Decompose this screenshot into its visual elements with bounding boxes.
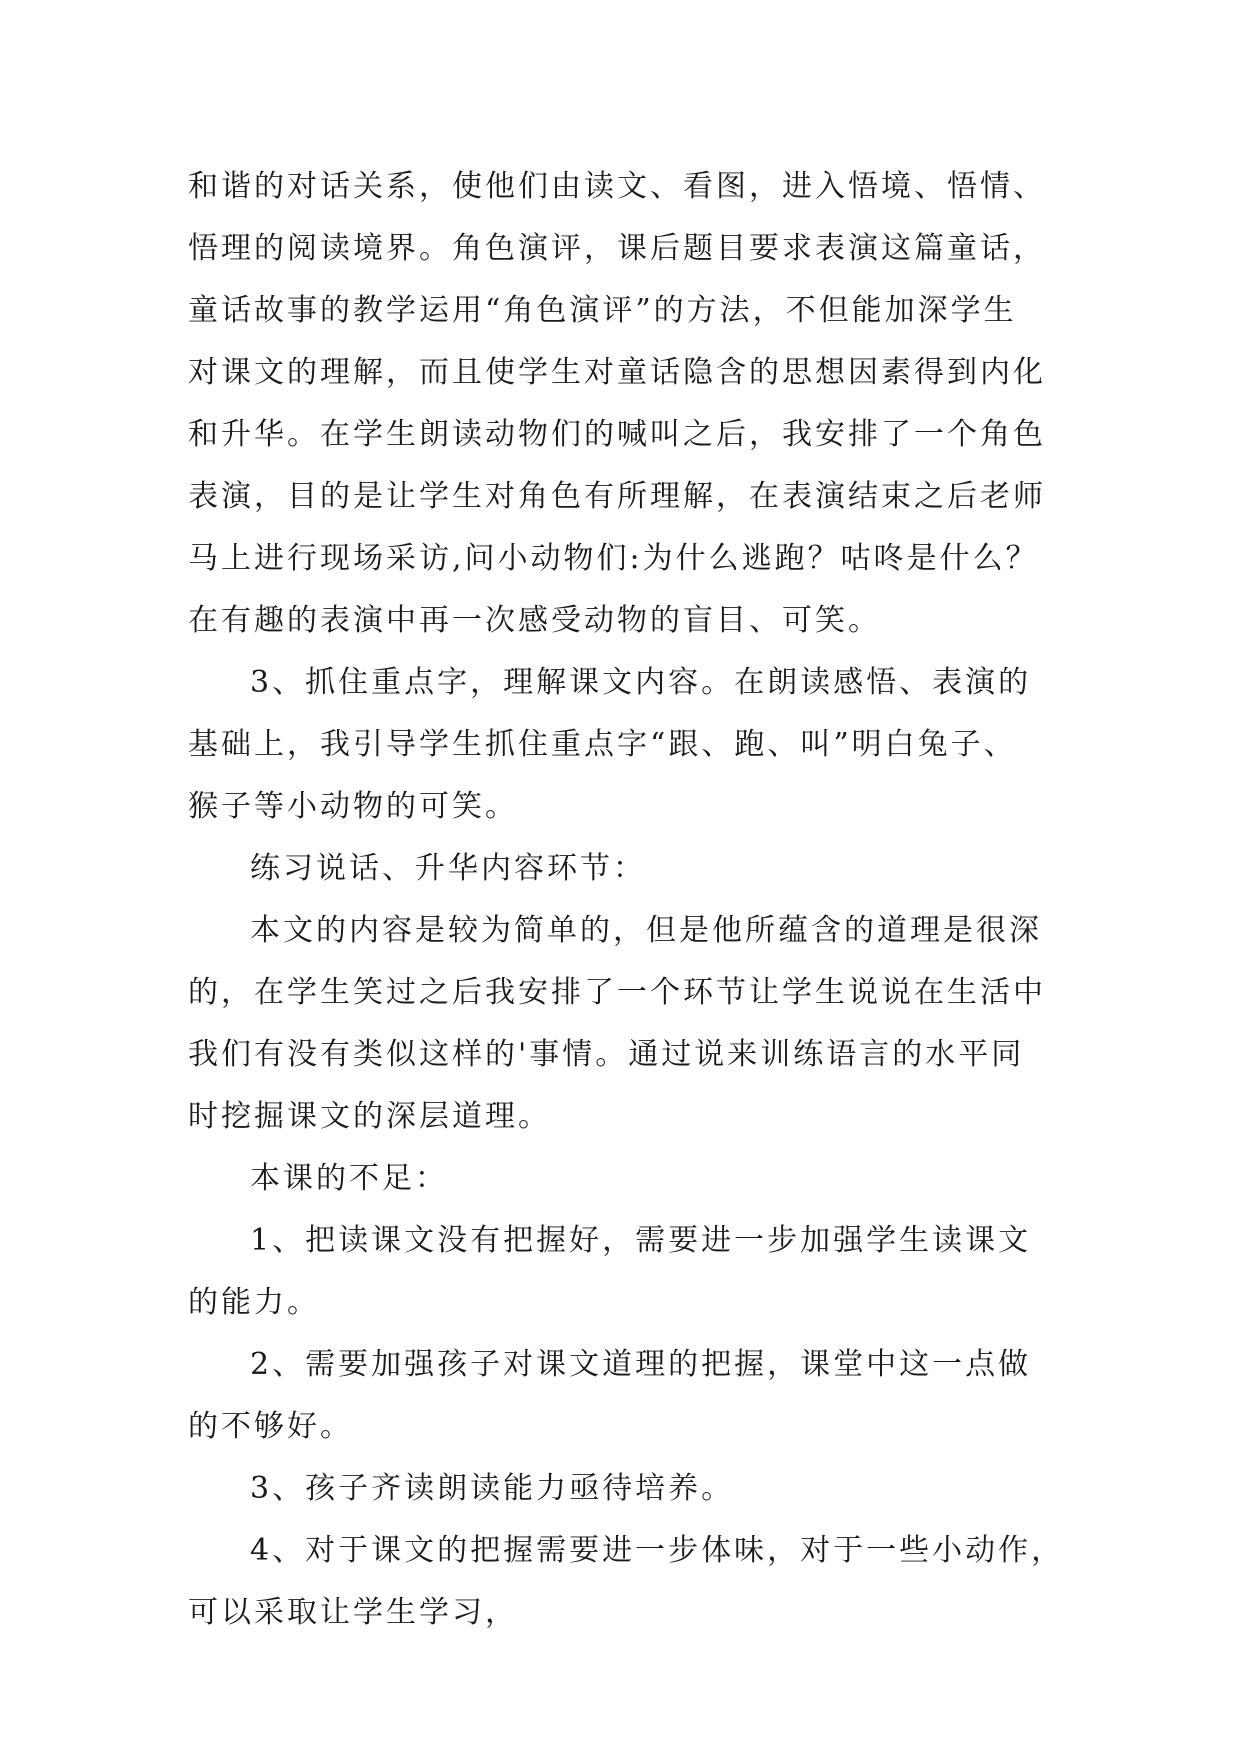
paragraph-shortcomings-heading bbox=[188, 1148, 1068, 1210]
text-line: 本课的不足： bbox=[250, 1161, 448, 1196]
text-line: 基础上，我引导学生抓住重点字“跟、跑、叫”明白兔子、 bbox=[188, 727, 1017, 762]
text-line: 4、对于课文的把握需要进一步体味，对于一些小动作， bbox=[250, 1533, 1065, 1568]
text-line: 悟理的阅读境界。角色演评，课后题目要求表演这篇童话， bbox=[188, 231, 1046, 266]
text-line: 的不够好。 bbox=[188, 1409, 353, 1444]
text-line: 本文的内容是较为简单的，但是他所蕴含的道理是很深 bbox=[250, 913, 1042, 948]
paragraph-dialogue bbox=[188, 156, 1068, 652]
text-line: 我们有没有类似这样的'事情。通过说来训练语言的水平同 bbox=[188, 1037, 1025, 1072]
text-line: 时挖掘课文的深层道理。 bbox=[188, 1099, 551, 1134]
text-line: 对课文的理解，而且使学生对童话隐含的思想因素得到内化 bbox=[188, 355, 1046, 390]
text-line: 的能力。 bbox=[188, 1285, 320, 1320]
text-line: 1、把读课文没有把握好，需要进一步加强学生读课文 bbox=[250, 1223, 1032, 1258]
text-line: 3、孩子齐读朗读能力亟待培养。 bbox=[250, 1471, 735, 1506]
text-line: 童话故事的教学运用“角色演评”的方法，不但能加深学生 bbox=[188, 293, 1017, 328]
text-line: 练习说话、升华内容环节： bbox=[250, 851, 646, 886]
paragraph-content bbox=[188, 900, 1068, 1148]
text-line: 表演，目的是让学生对角色有所理解，在表演结束之后老师 bbox=[188, 479, 1046, 514]
text-line: 和升华。在学生朗读动物们的喊叫之后，我安排了一个角色 bbox=[188, 417, 1046, 452]
paragraph-shortcoming-1 bbox=[188, 1210, 1068, 1334]
paragraph-shortcoming-2 bbox=[188, 1334, 1068, 1458]
text-line: 2、需要加强孩子对课文道理的把握，课堂中这一点做 bbox=[250, 1347, 1032, 1382]
text-line: 猴子等小动物的可笑。 bbox=[188, 789, 518, 824]
paragraph-shortcoming-4 bbox=[188, 1520, 1068, 1644]
document-page bbox=[188, 156, 1068, 1644]
text-line: 和谐的对话关系，使他们由读文、看图，进入悟境、悟情、 bbox=[188, 169, 1046, 204]
text-line: 的，在学生笑过之后我安排了一个环节让学生说说在生活中 bbox=[188, 975, 1046, 1010]
paragraph-key-words bbox=[188, 652, 1068, 838]
paragraph-speaking-heading bbox=[188, 838, 1068, 900]
text-line: 可以采取让学生学习， bbox=[188, 1595, 518, 1630]
text-line: 马上进行现场采访,问小动物们:为什么逃跑？咕咚是什么？ bbox=[188, 541, 1039, 576]
paragraph-shortcoming-3 bbox=[188, 1458, 1068, 1520]
text-line: 在有趣的表演中再一次感受动物的盲目、可笑。 bbox=[188, 603, 881, 638]
text-line: 3、抓住重点字，理解课文内容。在朗读感悟、表演的 bbox=[250, 665, 1032, 700]
